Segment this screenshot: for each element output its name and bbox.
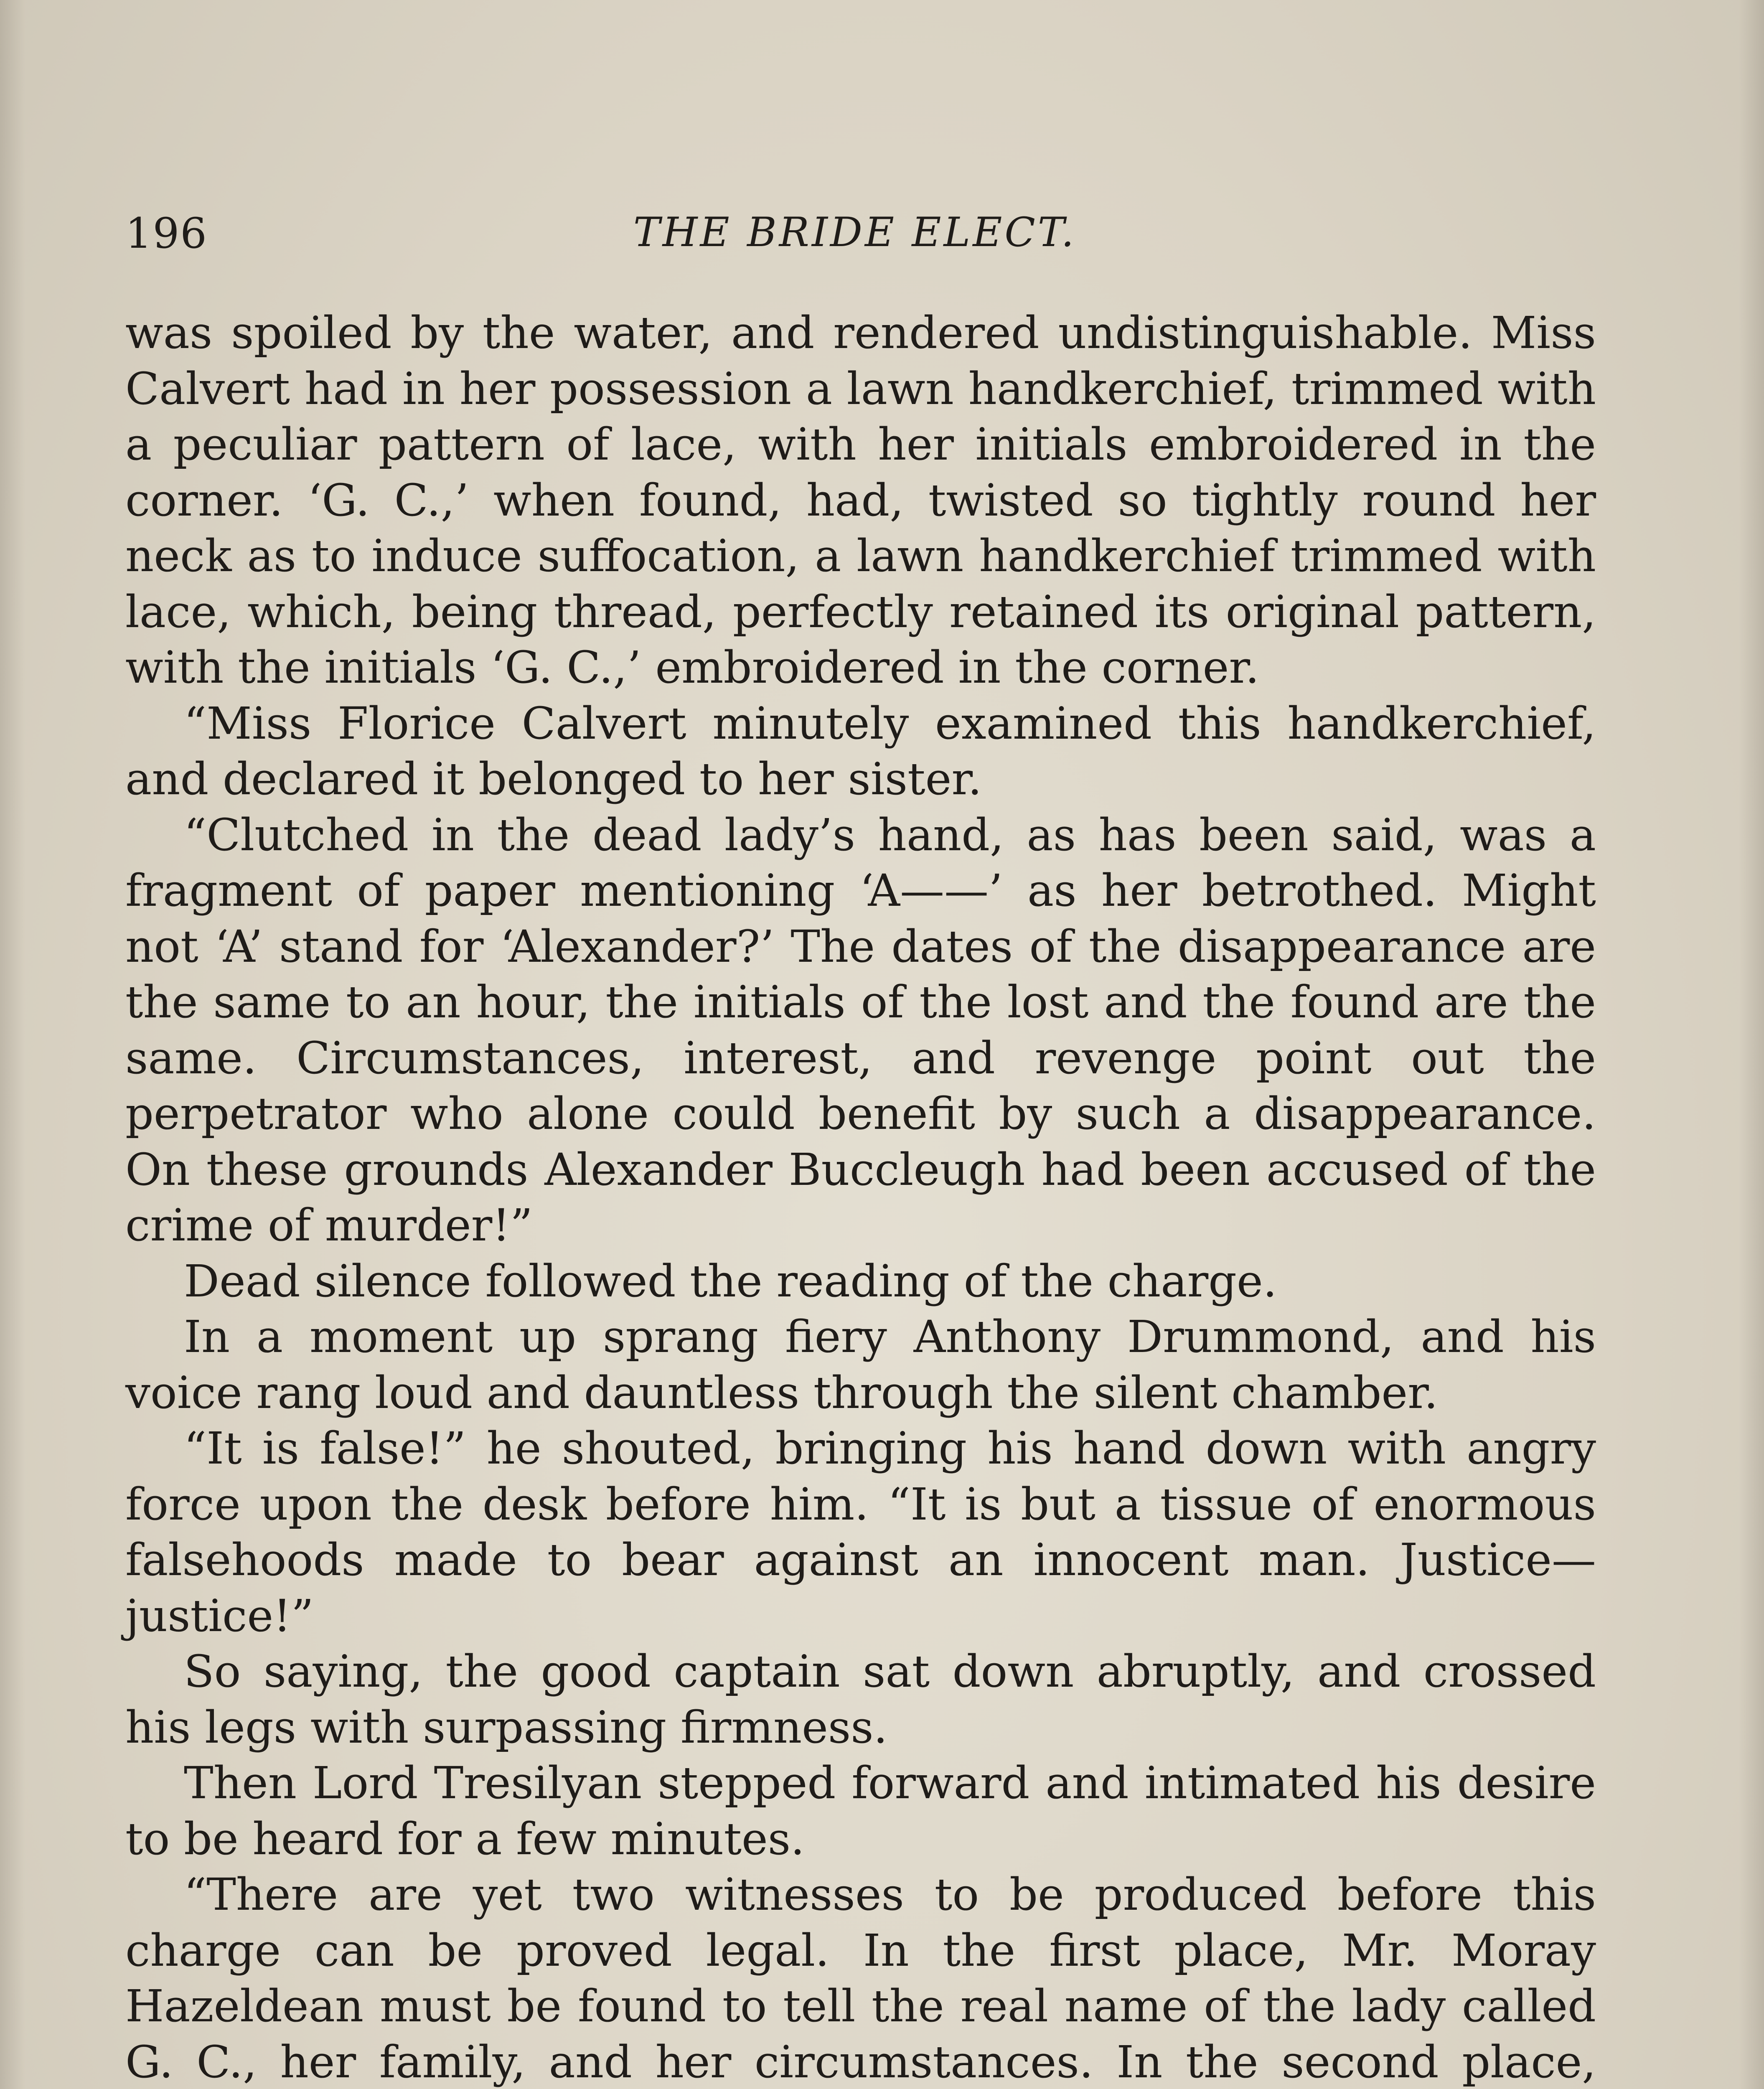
paragraph-2: “Miss Florice Calvert minutely examined this handkerchief, and declared it belonged to her sister. [125,697,1596,805]
page-number: 196 [125,209,208,258]
running-title: THE BRIDE ELECT. [633,209,1077,256]
paragraph-4: Dead silence followed the reading of the charge. [184,1255,1277,1307]
page-header [125,209,1584,267]
paragraph-1: was spoiled by the water, and rendered undistinguishable. Miss Calvert had in her possession a lawn handkerchief, trimmed with a peculiar pattern of lace, with her initials embroidered in the corner. ‘G. C.,’ when found, had, twisted so tightly round her neck as to induce suffocation, a lawn handkerchief trimmed with lace, which, being thread, perfectly retained its original pattern, with the initials ‘G. C.,’ embroidered in the corner. [125,307,1596,693]
paragraph-8: Then Lord Tresilyan stepped forward and intimated his desire to be heard for a few minutes. [125,1757,1596,1865]
paragraph-9: “There are yet two witnesses to be produced before this charge can be proved legal. In the first place, Mr. Moray Hazeldean must be found to tell the real name of the lady called G. C., her family, and her circumstances. In the second place, [125,1869,1596,2088]
body-text [125,305,1596,2089]
page-edge-shadow-left [0,0,25,2089]
paragraph-3: “Clutched in the dead lady’s hand, as has been said, was a fragment of paper mentioning ‘A——’ as her betrothed. Might not ‘A’ stand for ‘Alexander?’ The dates of the disappearance are the same to an hour, the initials of the lost and the found are the same. Circumstances, interest, and revenge point out the perpetrator who alone could benefit by such a disappearance. On these grounds Alexander Buccleugh had been accused of the crime of murder!” [125,809,1596,1251]
paragraph-6: “It is false!” he shouted, bringing his hand down with angry force upon the desk before him. “It is but a tissue of enormous falsehoods made to bear against an innocent man. Justice—justice!” [125,1423,1596,1642]
page-edge-shadow-right [1739,0,1764,2089]
paragraph-5: In a moment up sprang fiery Anthony Drummond, and his voice rang loud and dauntless through the silent chamber. [125,1311,1596,1418]
paragraph-7: So saying, the good captain sat down abruptly, and crossed his legs with surpassing firmness. [125,1646,1596,1753]
